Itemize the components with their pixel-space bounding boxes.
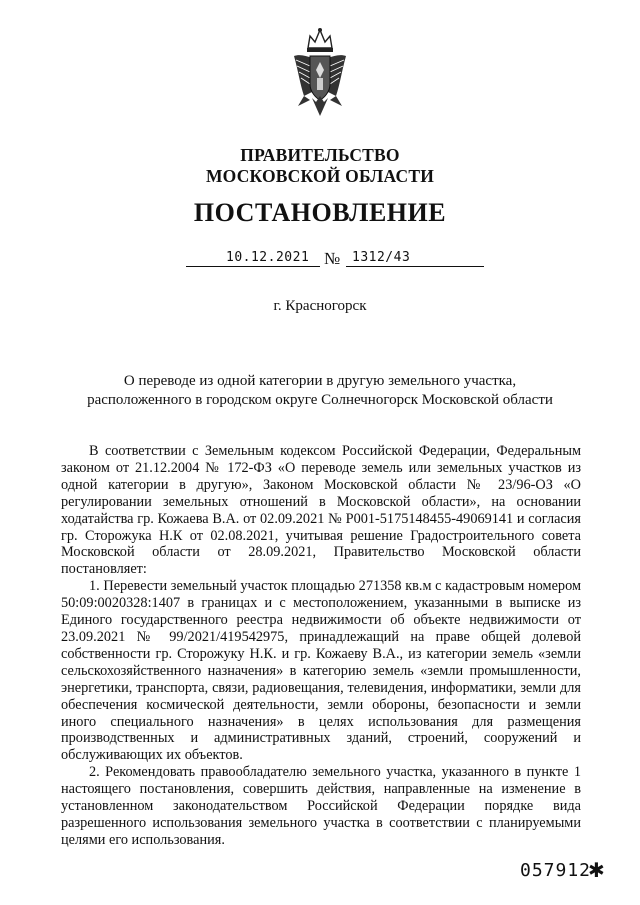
preamble-paragraph: В соответствии с Земельным кодексом Российской Федерации, Федеральным законом от 21.12.2004 № 172-ФЗ «О переводе земель или земельных участков из одной категории в другую», Законом Московской области № 23/96-ОЗ «О регулировании земельных отношений в Московской области», на основании ходатайства гр. Кожаева В.А. от 02.09.2021 № Р001-5175148455-49069141 и согласия гр. Сторожука Н.К от 02.08.2021, учитывая решение Градостроительного совета Московской области от 28.09.2021, Правительство Московской области постановляет:	[61, 443, 581, 578]
document-date: 10.12.2021	[226, 250, 310, 265]
date-underline	[186, 266, 320, 267]
document-number: 1312/43	[352, 250, 411, 265]
serial-star-icon: ✱	[588, 858, 605, 882]
serial-number: 057912	[520, 860, 592, 881]
coat-of-arms-icon	[290, 26, 350, 118]
number-sign: №	[324, 249, 341, 268]
item-1-paragraph: 1. Перевести земельный участок площадью 271358 кв.м с кадастровым номером 50:09:0020328:1407 в границах и с местоположением, указанными в выписке из Единого государственного реестра недвижимости об объекте недвижимости от 23.09.2021 № 99/2021/419542975, принадлежащий на праве общей долевой собственности гр. Сторожуку Н.К. и гр. Кожаеву В.А., из категории земель «земли сельскохозяйственного назначения» в категорию земель «земли промышленности, энергетики, транспорта, связи, радиовещания, телевидения, информатики, земли для обеспечения космической деятельности, земли обороны, безопасности и земли иного специального назначения» в целях использования для размещения производственных и административных зданий, строений, сооружений и обслуживающих их объектов.	[61, 578, 581, 764]
government-title-line2: МОСКОВСКОЙ ОБЛАСТИ	[205, 166, 435, 186]
subject-line2: расположенного в городском округе Солнечногорск Московской области	[87, 392, 553, 408]
date-number-line	[186, 248, 486, 272]
subject-line1: О переводе из одной категории в другую земельного участка,	[123, 373, 517, 389]
document-type: ПОСТАНОВЛЕНИЕ	[193, 198, 447, 227]
city: г. Красногорск	[273, 298, 367, 314]
item-2-paragraph: 2. Рекомендовать правообладателю земельного участка, указанного в пункте 1 настоящего постановления, совершить действия, направленные на изменение в установленном законодательством Российской Федерации порядке вида разрешенного использования земельного участка в соответствии с планируемыми целями его использования.	[61, 764, 581, 848]
government-title-line1: ПРАВИТЕЛЬСТВО	[240, 145, 400, 165]
document-subject	[0, 372, 640, 410]
document-body	[61, 443, 581, 849]
number-underline	[346, 266, 484, 267]
